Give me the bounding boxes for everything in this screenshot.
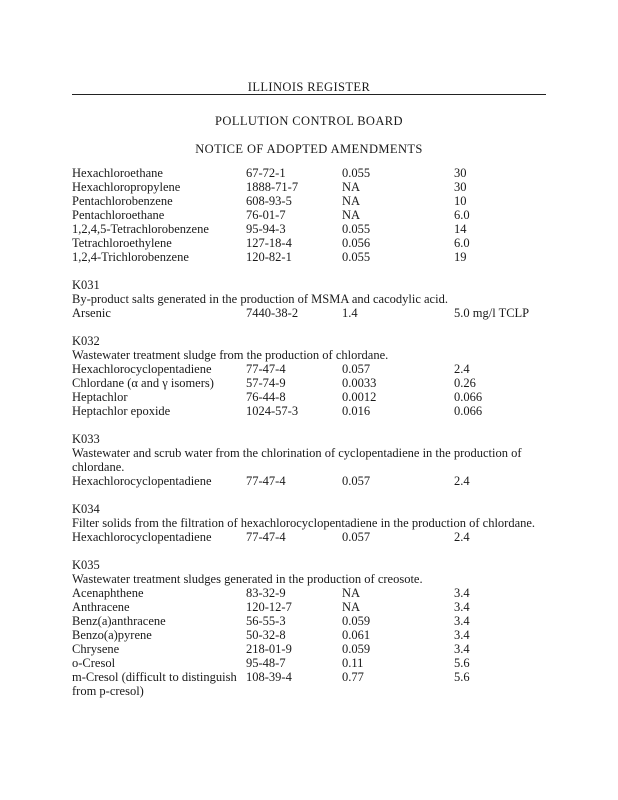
wastewater-standard: 0.11 [342,656,364,670]
cas-number: 108-39-4 [246,670,292,684]
table-row [72,194,552,208]
cas-number: 120-82-1 [246,250,292,264]
cas-number: 1888-71-7 [246,180,299,194]
waste-constituent-table [72,166,552,698]
table-row [72,614,552,628]
wastewater-standard: NA [342,208,361,222]
constituent-name: Hexachlorocyclopentadiene [72,474,212,488]
constituent-name: Benz(a)anthracene [72,614,166,628]
wastewater-standard: 0.77 [342,670,364,684]
board-title: POLLUTION CONTROL BOARD [215,114,403,128]
nonwastewater-standard: 5.0 mg/l TCLP [454,306,530,320]
wastewater-standard: NA [342,194,361,208]
nonwastewater-standard: 0.26 [454,376,476,390]
cas-number: 50-32-8 [246,628,286,642]
cas-number: 83-32-9 [246,586,286,600]
constituent-name: Heptachlor [72,390,128,404]
nonwastewater-standard: 6.0 [454,208,470,222]
table-row [72,670,552,698]
constituent-name: Chrysene [72,642,120,656]
constituent-name: Chlordane (α and γ isomers) [72,376,214,390]
waste-code-k034: K034 [72,502,100,516]
table-row [72,628,552,642]
cas-number: 1024-57-3 [246,404,299,418]
constituent-name: Hexachlorocyclopentadiene [72,530,212,544]
cas-number: 76-44-8 [246,390,286,404]
table-row [72,656,552,670]
waste-description-k032: Wastewater treatment sludge from the production of chlordane. [72,348,389,362]
table-row [72,236,552,250]
nonwastewater-standard: 0.066 [454,390,483,404]
nonwastewater-standard: 3.4 [454,586,470,600]
cas-number: 77-47-4 [246,474,286,488]
nonwastewater-standard: 30 [454,180,467,194]
wastewater-standard: 1.4 [342,306,358,320]
nonwastewater-standard: 2.4 [454,474,470,488]
waste-code-k031: K031 [72,278,100,292]
constituent-name: Tetrachloroethylene [72,236,172,250]
waste-description-k033: Wastewater and scrub water from the chlorination of cyclopentadiene in the production of chlordane. [72,446,522,474]
cas-number: 95-48-7 [246,656,286,670]
nonwastewater-standard: 10 [454,194,467,208]
cas-number: 76-01-7 [246,208,286,222]
constituent-name: o-Cresol [72,656,116,670]
table-row [72,586,552,600]
waste-code-k032: K032 [72,334,100,348]
waste-code-k035: K035 [72,558,100,572]
table-row [72,474,552,488]
constituent-name: Pentachloroethane [72,208,165,222]
wastewater-standard: 0.057 [342,530,371,544]
cas-number: 56-55-3 [246,614,286,628]
nonwastewater-standard: 19 [454,250,467,264]
waste-description-k035: Wastewater treatment sludges generated in the production of creosote. [72,572,423,586]
register-title: ILLINOIS REGISTER [247,80,371,94]
header-rule [72,94,546,95]
constituent-name: Heptachlor epoxide [72,404,171,418]
table-row [72,306,552,320]
table-row [72,642,552,656]
wastewater-standard: NA [342,586,361,600]
table-row [72,180,552,194]
wastewater-standard: NA [342,180,361,194]
constituent-name: m-Cresol (difficult to distinguish from p-cresol) [72,670,237,698]
nonwastewater-standard: 3.4 [454,614,470,628]
wastewater-standard: 0.0012 [342,390,377,404]
cas-number: 77-47-4 [246,362,286,376]
constituent-name: Hexachlorocyclopentadiene [72,362,212,376]
table-row [72,404,552,418]
wastewater-standard: 0.016 [342,404,371,418]
wastewater-standard: 0.059 [342,614,371,628]
table-row [72,250,552,264]
table-row [72,208,552,222]
cas-number: 218-01-9 [246,642,292,656]
wastewater-standard: 0.055 [342,250,371,264]
nonwastewater-standard: 6.0 [454,236,470,250]
wastewater-standard: 0.0033 [342,376,377,390]
cas-number: 95-94-3 [246,222,286,236]
cas-number: 7440-38-2 [246,306,299,320]
cas-number: 608-93-5 [246,194,292,208]
nonwastewater-standard: 2.4 [454,362,470,376]
constituent-name: Arsenic [72,306,111,320]
constituent-name: Hexachloropropylene [72,180,181,194]
nonwastewater-standard: 2.4 [454,530,470,544]
wastewater-standard: 0.057 [342,474,371,488]
nonwastewater-standard: 3.4 [454,642,470,656]
constituent-name: Anthracene [72,600,130,614]
constituent-name: 1,2,4,5-Tetrachlorobenzene [72,222,209,236]
wastewater-standard: 0.055 [342,222,371,236]
table-row [72,600,552,614]
constituent-name: 1,2,4-Trichlorobenzene [72,250,189,264]
cas-number: 127-18-4 [246,236,292,250]
constituent-name: Acenaphthene [72,586,144,600]
wastewater-standard: NA [342,600,361,614]
wastewater-standard: 0.061 [342,628,371,642]
wastewater-standard: 0.059 [342,642,371,656]
waste-description-k031: By-product salts generated in the production of MSMA and cacodylic acid. [72,292,448,306]
notice-title: NOTICE OF ADOPTED AMENDMENTS [195,142,423,156]
table-row [72,222,552,236]
table-row [72,530,552,544]
cas-number: 57-74-9 [246,376,286,390]
nonwastewater-standard: 5.6 [454,670,470,684]
constituent-name: Benzo(a)pyrene [72,628,152,642]
constituent-name: Hexachloroethane [72,166,163,180]
wastewater-standard: 0.055 [342,166,371,180]
table-row [72,376,552,390]
constituent-name: Pentachlorobenzene [72,194,173,208]
table-row [72,390,552,404]
nonwastewater-standard: 3.4 [454,628,470,642]
nonwastewater-standard: 3.4 [454,600,470,614]
table-row [72,362,552,376]
wastewater-standard: 0.057 [342,362,371,376]
nonwastewater-standard: 5.6 [454,656,470,670]
cas-number: 67-72-1 [246,166,286,180]
waste-description-k034: Filter solids from the filtration of hexachlorocyclopentadiene in the production of chlordane. [72,516,536,530]
nonwastewater-standard: 0.066 [454,404,483,418]
nonwastewater-standard: 30 [454,166,467,180]
wastewater-standard: 0.056 [342,236,371,250]
nonwastewater-standard: 14 [454,222,467,236]
cas-number: 77-47-4 [246,530,286,544]
waste-code-k033: K033 [72,432,100,446]
table-row [72,166,552,180]
cas-number: 120-12-7 [246,600,292,614]
